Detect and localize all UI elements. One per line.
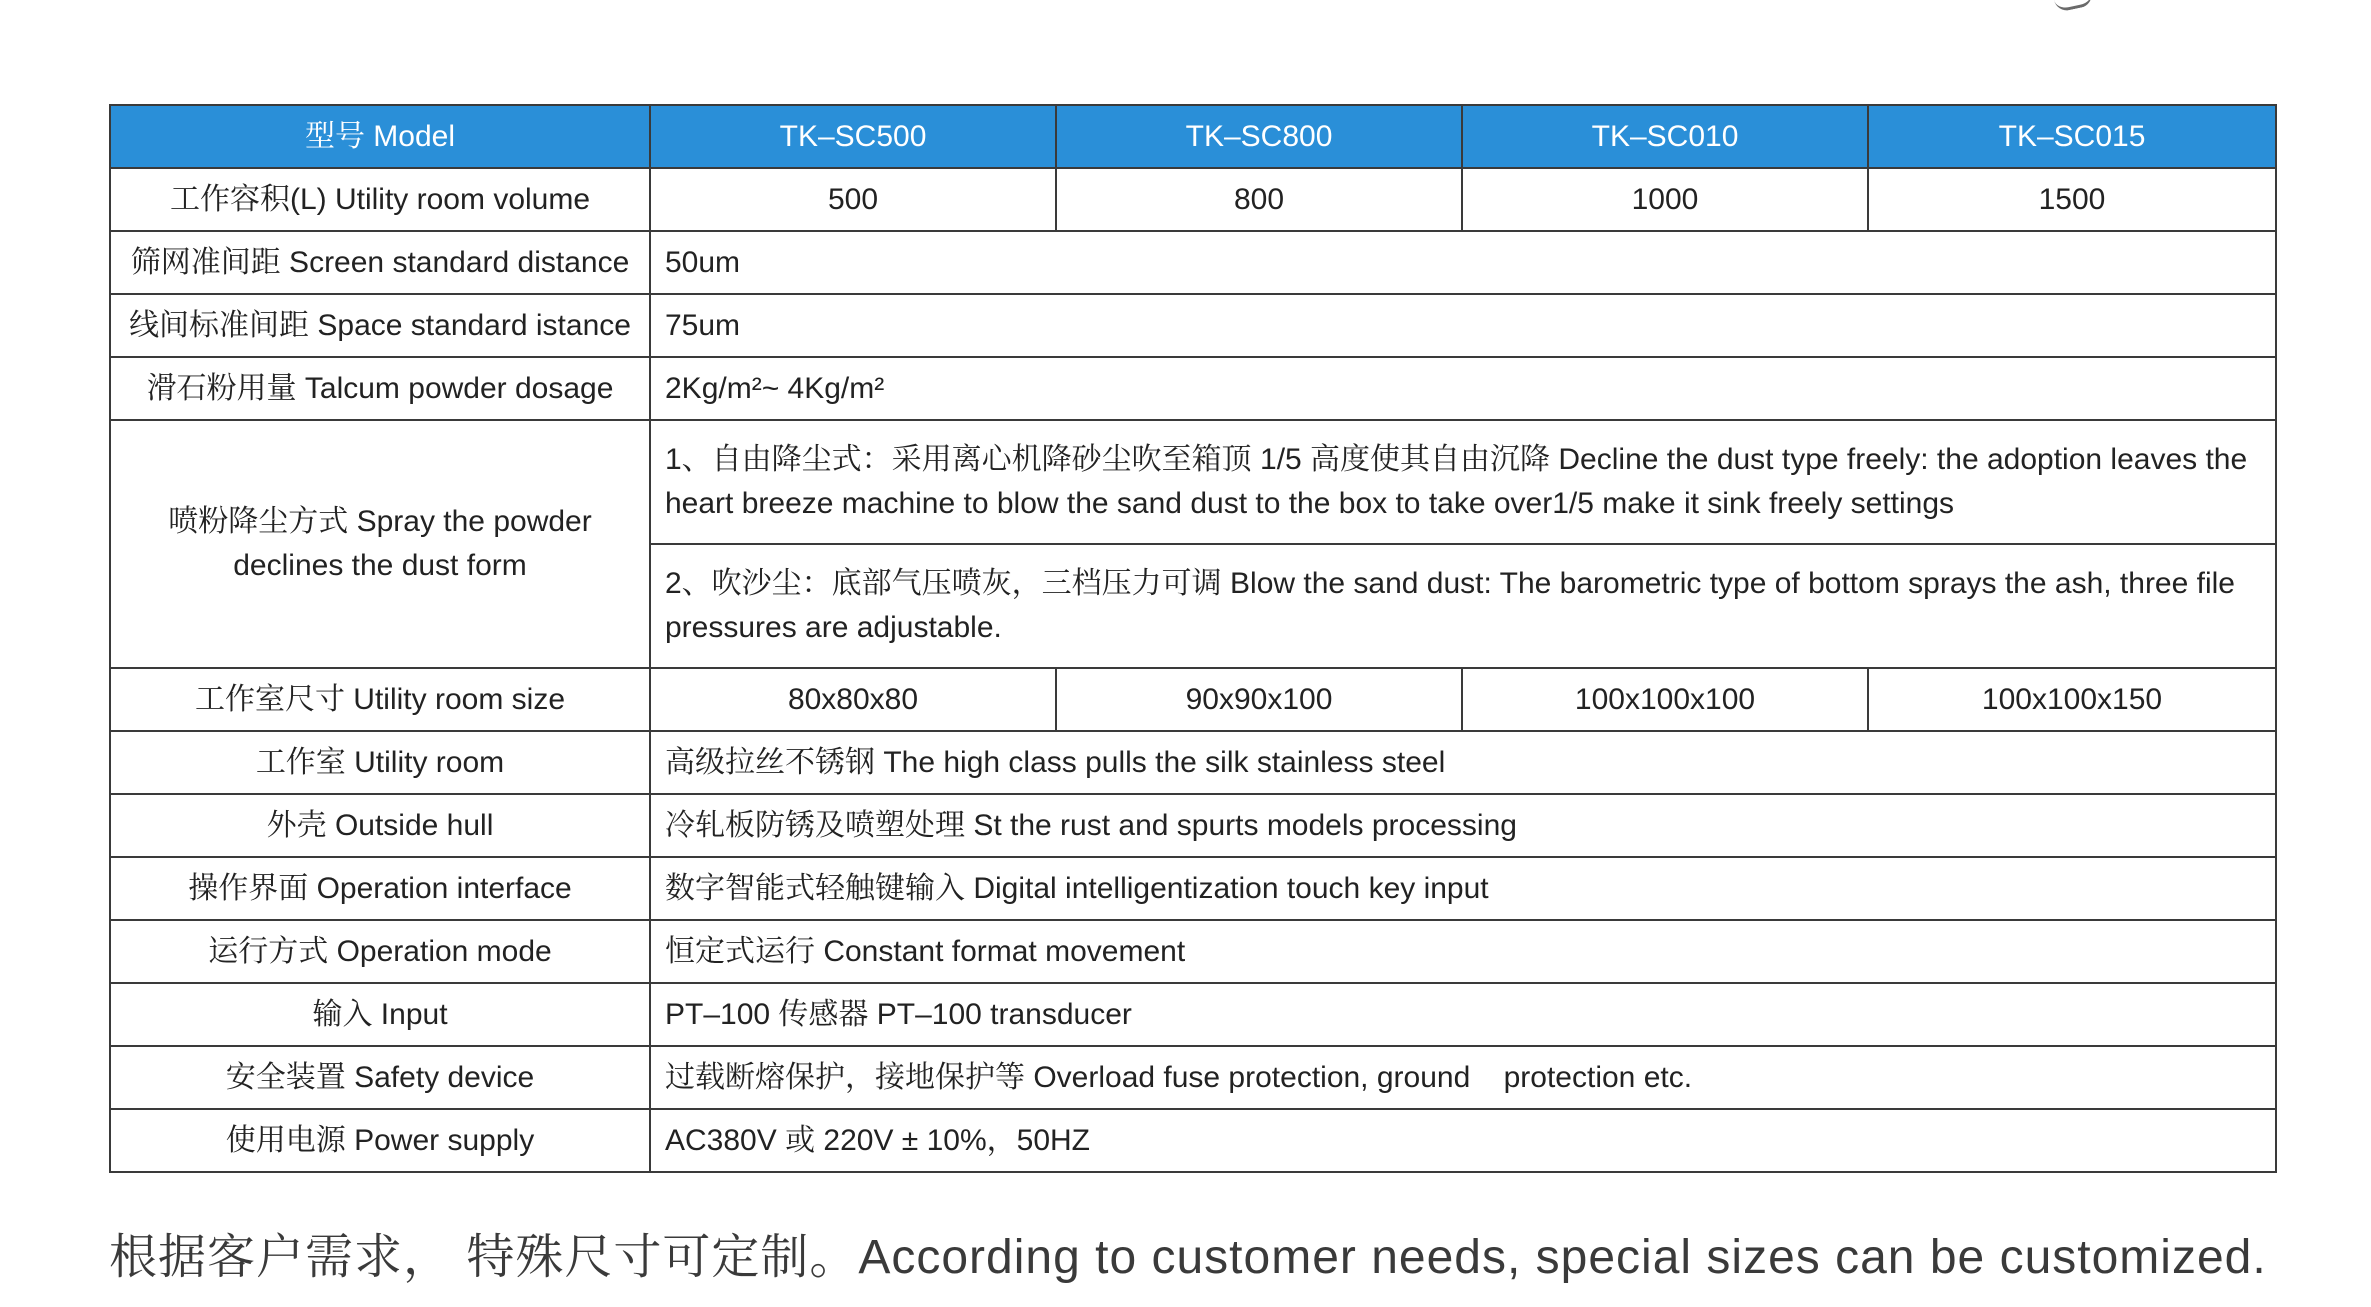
row-label-spray <box>110 420 650 668</box>
cell-utility-room: 高级拉丝不锈钢 The high class pulls the silk stainless steel <box>650 731 2276 794</box>
row-talcum <box>110 357 2276 420</box>
row-mode <box>110 920 2276 983</box>
row-input <box>110 983 2276 1046</box>
row-room-size <box>110 668 2276 731</box>
row-label-power: 使用电源 Power supply <box>110 1109 650 1172</box>
cell-screen-distance: 50um <box>650 231 2276 294</box>
cell-spray-option-2: 2、吹沙尘：底部气压喷灰，三档压力可调 Blow the sand dust: The barometric type of bottom sprays the ash, three file pressures are adjustable. <box>650 544 2276 668</box>
row-label-interface: 操作界面 Operation interface <box>110 857 650 920</box>
header-model-1: TK–SC500 <box>650 105 1056 168</box>
cell-volume-2: 800 <box>1056 168 1462 231</box>
row-spray <box>110 420 2276 544</box>
row-space-distance <box>110 294 2276 357</box>
row-label-mode: 运行方式 Operation mode <box>110 920 650 983</box>
row-label-spray-line2: declines the dust form <box>233 549 527 582</box>
cell-interface: 数字智能式轻触键输入 Digital intelligentization touch key input <box>650 857 2276 920</box>
row-utility-room <box>110 731 2276 794</box>
header-model-2: TK–SC800 <box>1056 105 1462 168</box>
cell-power: AC380V 或 220V ± 10%，50HZ <box>650 1109 2276 1172</box>
cell-volume-3: 1000 <box>1462 168 1868 231</box>
row-label-input: 输入 Input <box>110 983 650 1046</box>
row-screen-distance <box>110 231 2276 294</box>
cell-volume-4: 1500 <box>1868 168 2276 231</box>
cell-volume-1: 500 <box>650 168 1056 231</box>
header-model-label: 型号 Model <box>110 105 650 168</box>
row-outside-hull <box>110 794 2276 857</box>
footer-note: 根据客户需求， 特殊尺寸可定制。According to customer needs, special sizes can be customized. <box>109 1231 2267 1284</box>
row-label-spray-line1: 喷粉降尘方式 Spray the powder <box>168 505 592 538</box>
row-volume <box>110 168 2276 231</box>
cell-room-size-4: 100x100x150 <box>1868 668 2276 731</box>
cell-safety: 过载断熔保护，接地保护等 Overload fuse protection, ground protection etc. <box>650 1046 2276 1109</box>
row-label-outside-hull: 外壳 Outside hull <box>110 794 650 857</box>
cell-mode: 恒定式运行 Constant format movement <box>650 920 2276 983</box>
cell-room-size-2: 90x90x100 <box>1056 668 1462 731</box>
corner-decoration <box>2054 0 2094 13</box>
row-interface <box>110 857 2276 920</box>
cell-space-distance: 75um <box>650 294 2276 357</box>
header-model-3: TK–SC010 <box>1462 105 1868 168</box>
cell-room-size-1: 80x80x80 <box>650 668 1056 731</box>
cell-spray-option-1: 1、自由降尘式：采用离心机降砂尘吹至箱顶 1/5 高度使其自由沉降 Decline the dust type freely: the adoption leaves the heart breeze machine to blow the sand dust to the box to take over1/5 make it sink freely settings <box>650 420 2276 544</box>
cell-talcum: 2Kg/m²~ 4Kg/m² <box>650 357 2276 420</box>
cell-room-size-3: 100x100x100 <box>1462 668 1868 731</box>
header-row <box>110 105 2276 168</box>
row-label-talcum: 滑石粉用量 Talcum powder dosage <box>110 357 650 420</box>
row-label-space-distance: 线间标准间距 Space standard istance <box>110 294 650 357</box>
cell-outside-hull: 冷轧板防锈及喷塑处理 St the rust and spurts models processing <box>650 794 2276 857</box>
cell-input: PT–100 传感器 PT–100 transducer <box>650 983 2276 1046</box>
row-label-safety: 安全装置 Safety device <box>110 1046 650 1109</box>
spec-table <box>109 104 2277 1173</box>
row-label-volume: 工作容积(L) Utility room volume <box>110 168 650 231</box>
row-label-room-size: 工作室尺寸 Utility room size <box>110 668 650 731</box>
row-safety <box>110 1046 2276 1109</box>
row-power <box>110 1109 2276 1172</box>
row-label-screen-distance: 筛网准间距 Screen standard distance <box>110 231 650 294</box>
row-label-utility-room: 工作室 Utility room <box>110 731 650 794</box>
header-model-4: TK–SC015 <box>1868 105 2276 168</box>
